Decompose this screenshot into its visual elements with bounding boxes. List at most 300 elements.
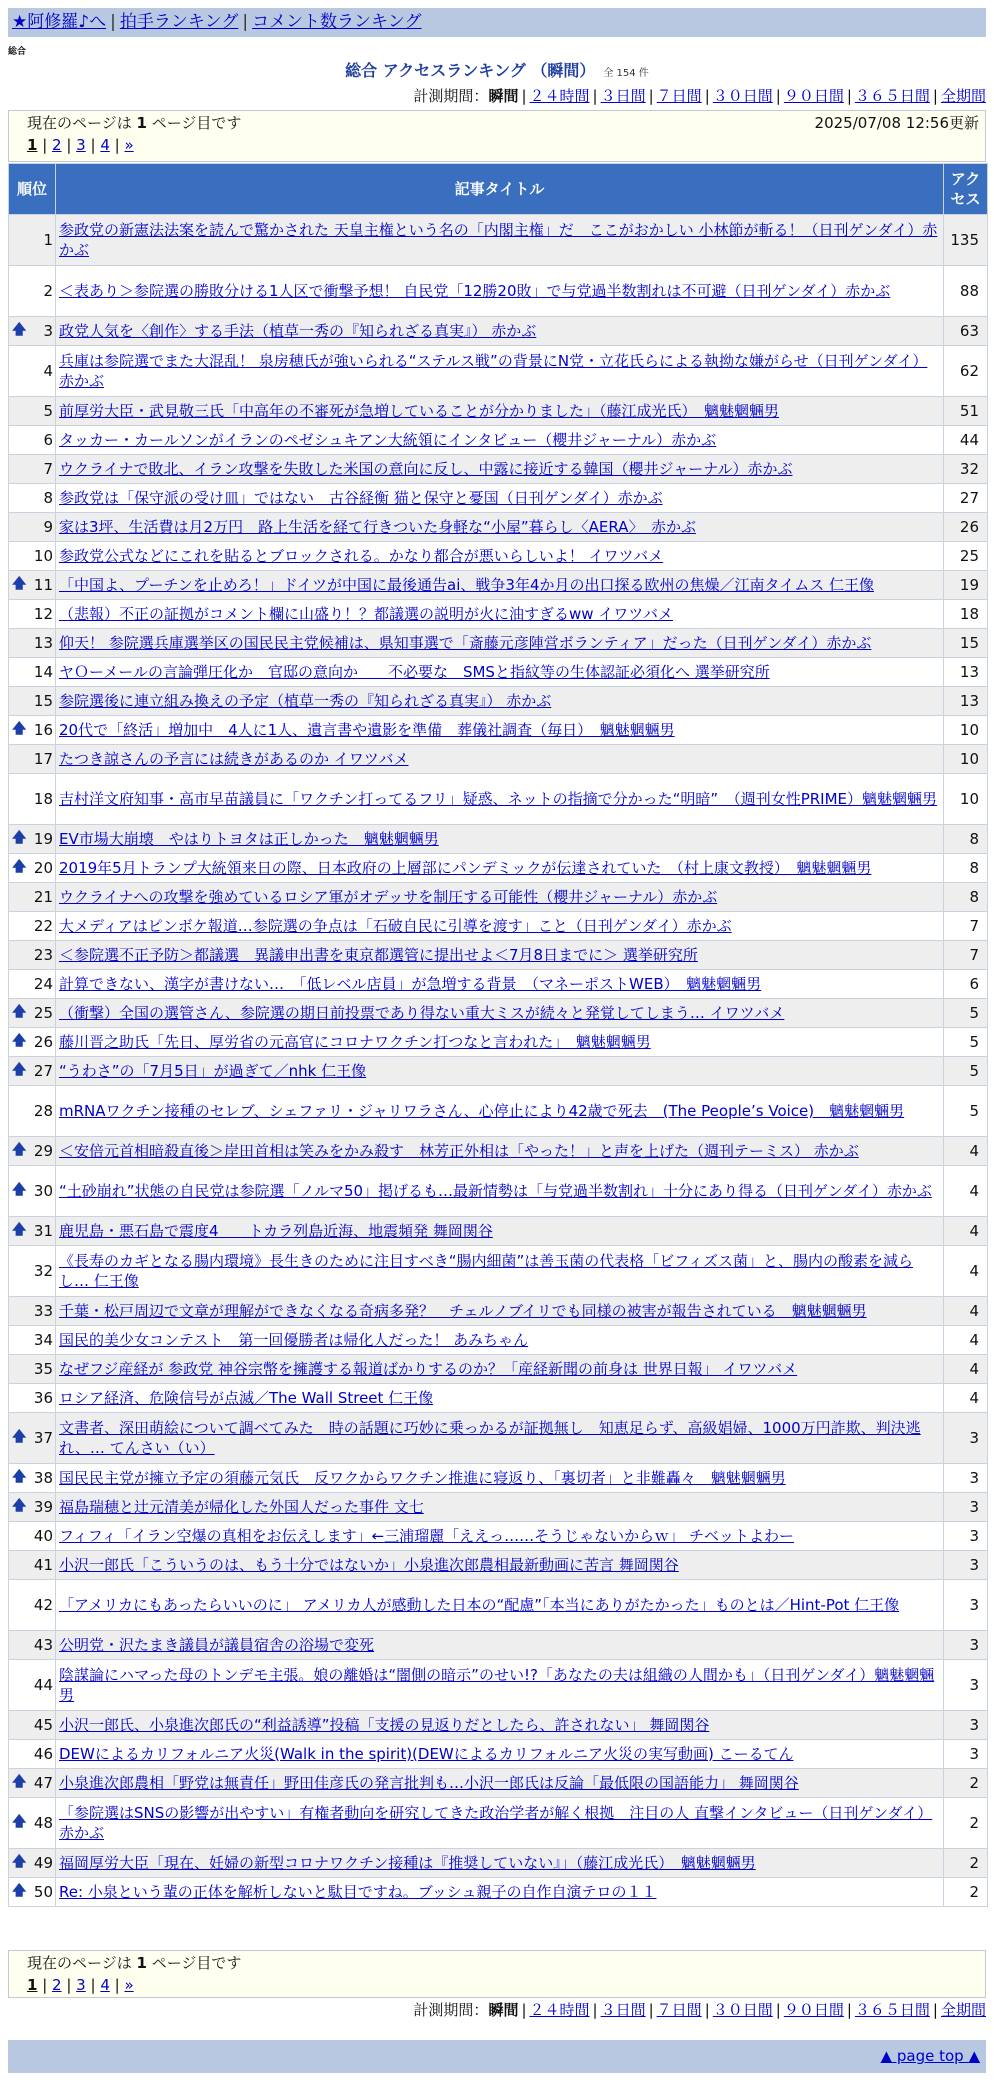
article-title-link[interactable]: 小泉進次郎農相「野党は無責任」野田佳彦氏の発言批判も…小沢一郎氏は反論「最低限の国語能力」 舞岡関谷 [59, 1773, 799, 1792]
article-title-link[interactable]: ウクライナで敗北、イラン攻撃を失敗した米国の意向に反し、中露に接近する韓国（櫻井ジャーナル）赤かぶ [59, 459, 793, 478]
article-title-link[interactable]: タッカー・カールソンがイランのペゼシュキアン大統領にインタビュー（櫻井ジャーナル）赤かぶ [59, 430, 717, 449]
rank-up-arrow-icon: 🡅 [12, 1061, 27, 1078]
rank-cell [9, 1849, 56, 1878]
access-count: 32 [944, 455, 988, 484]
rank-cell [9, 658, 56, 687]
rank-cell [9, 1297, 56, 1326]
pager-page-link[interactable]: 2 [52, 136, 62, 155]
rank-up-arrow-icon: 🡅 [12, 1468, 27, 1485]
article-title-link[interactable]: 政党人気を〈創作〉する手法（植草一秀の『知られざる真実』） 赤かぶ [59, 321, 537, 340]
table-row [9, 1493, 988, 1522]
period-option[interactable]: ３６５日間 [854, 2001, 930, 2019]
access-count: 2 [944, 1769, 988, 1798]
article-title-link[interactable]: 陰謀論にハマった母のトンデモ主張。娘の離婚は“闇側の暗示”のせい!?「あなたの夫は組織の人間かも」（日刊ゲンダイ）魑魅魍魎男 [59, 1665, 935, 1704]
table-row [9, 1326, 988, 1355]
period-option[interactable]: 全期間 [940, 87, 986, 105]
title-cell [56, 1631, 944, 1660]
period-option[interactable]: ２４時間 [529, 2001, 590, 2019]
title-cell [56, 883, 944, 912]
page-title: 総合 アクセスランキング （瞬間） [345, 61, 596, 80]
access-count: 3 [944, 1551, 988, 1580]
rank-number: 1 [43, 230, 53, 249]
table-row [9, 346, 988, 397]
access-count: 3 [944, 1464, 988, 1493]
rank-number: 15 [33, 691, 53, 710]
title-cell [56, 1878, 944, 1907]
table-row [9, 1631, 988, 1660]
table-row [9, 1580, 988, 1631]
table-row [9, 513, 988, 542]
article-title-link[interactable]: EV市場大崩壊 やはりトヨタは正しかった 魑魅魍魎男 [59, 829, 439, 848]
rank-number: 6 [43, 430, 53, 449]
page-status-prefix: 現在のページは [27, 1954, 132, 1972]
table-row [9, 658, 988, 687]
access-count: 5 [944, 1057, 988, 1086]
table-row [9, 1137, 988, 1166]
rank-cell [9, 1326, 56, 1355]
rank-cell [9, 1660, 56, 1711]
rank-cell [9, 1711, 56, 1740]
article-title-link[interactable]: 「アメリカにもあったらいいのに」 アメリカ人が感動した日本の“配慮”「本当にありがたかった」ものとは／Hint-Pot 仁王像 [59, 1595, 900, 1614]
rank-cell [9, 1086, 56, 1137]
period-separator: | [592, 87, 598, 105]
rank-number: 35 [33, 1359, 53, 1378]
pager-page-link[interactable]: 3 [76, 136, 86, 155]
period-separator: | [648, 2001, 654, 2019]
rank-up-arrow-icon: 🡅 [12, 1181, 27, 1198]
rank-cell [9, 629, 56, 658]
rank-number: 33 [33, 1301, 53, 1320]
period-option[interactable]: ３日間 [600, 2001, 646, 2019]
pager-separator: | [109, 1976, 125, 1995]
pager-page-link[interactable]: 2 [52, 1976, 62, 1995]
rank-number: 48 [33, 1813, 53, 1832]
bottom-bar [8, 2040, 986, 2073]
title-cell [56, 1217, 944, 1246]
rank-number: 32 [33, 1261, 53, 1280]
nav-link-applause-ranking[interactable]: 拍手ランキング [119, 12, 239, 32]
rank-number: 23 [33, 945, 53, 964]
table-row [9, 1798, 988, 1849]
article-title-link[interactable]: 参政党は「保守派の受け皿」ではない 古谷経衡 猫と保守と憂国（日刊ゲンダイ）赤かぶ [59, 488, 663, 507]
title-cell [56, 426, 944, 455]
pager-page-link[interactable]: » [124, 1976, 134, 1995]
access-count: 8 [944, 825, 988, 854]
rank-number: 13 [33, 633, 53, 652]
access-count: 3 [944, 1711, 988, 1740]
page-status-number: 1 [136, 1954, 147, 1972]
rank-cell [9, 571, 56, 600]
period-option[interactable]: ３０日間 [712, 2001, 773, 2019]
access-count: 26 [944, 513, 988, 542]
page-title-wrap [0, 60, 994, 82]
period-option[interactable]: ９０日間 [783, 2001, 844, 2019]
category-label: 総合 [8, 47, 27, 57]
access-count: 25 [944, 542, 988, 571]
title-cell [56, 1413, 944, 1464]
page-info-bottom [8, 1950, 986, 1998]
period-separator: | [846, 2001, 852, 2019]
article-title-link[interactable]: フィフィ「イラン空爆の真相をお伝えします」←三浦瑠麗「ええっ……そうじゃないからｗ」 チベットよわー [59, 1526, 794, 1545]
article-title-link[interactable]: （衝撃）全国の選管さん、参院選の期日前投票であり得ない重大ミスが続々と発覚してしまう… イワツバメ [59, 1003, 785, 1022]
rank-number: 25 [33, 1003, 53, 1022]
rank-cell [9, 1355, 56, 1384]
table-row [9, 1551, 988, 1580]
rank-cell [9, 1769, 56, 1798]
period-option[interactable]: ７日間 [656, 2001, 702, 2019]
rank-cell [9, 1798, 56, 1849]
pager-page-link[interactable]: 3 [76, 1976, 86, 1995]
table-row [9, 1217, 988, 1246]
table-row [9, 629, 988, 658]
article-title-link[interactable]: 参政党の新憲法法案を読んで驚かされた 天皇主権という名の「内閣主権」だ ここがおかしい 小林節が斬る！（日刊ゲンダイ）赤かぶ [59, 220, 938, 259]
access-count: 4 [944, 1137, 988, 1166]
article-title-link[interactable]: 兵庫は参院選でまた大混乱！ 泉房穂氏が強いられる“ステルス戦”の背景にN党・立花氏らによる執拗な嫌がらせ（日刊ゲンダイ）赤かぶ [59, 351, 928, 390]
title-cell [56, 1028, 944, 1057]
access-count: 3 [944, 1493, 988, 1522]
article-title-link[interactable]: Re: 小泉という輩の正体を解析しないと駄目ですね。ブッシュ親子の自作自演テロの１１ [59, 1882, 657, 1901]
title-cell [56, 1798, 944, 1849]
pager-page-link: 1 [27, 1976, 38, 1995]
title-cell [56, 1246, 944, 1297]
access-count: 5 [944, 1028, 988, 1057]
article-title-link[interactable]: 「中国よ、プーチンを止めろ！」ドイツが中国に最後通告ai、戦争3年4か月の出口探る欧州の焦燥／江南タイムス 仁王像 [59, 575, 874, 594]
rank-cell [9, 999, 56, 1028]
article-title-link[interactable]: ロシア経済、危険信号が点滅／The Wall Street 仁王像 [59, 1388, 434, 1407]
table-row [9, 1413, 988, 1464]
title-cell [56, 1086, 944, 1137]
rank-number: 18 [33, 789, 53, 808]
article-title-link[interactable]: 参院選後に連立組み換えの予定（植草一秀の『知られざる真実』） 赤かぶ [59, 691, 552, 710]
title-cell [56, 854, 944, 883]
table-row [9, 1711, 988, 1740]
period-separator: | [932, 2001, 938, 2019]
article-title-link[interactable]: “土砂崩れ”状態の自民党は参院選「ノルマ50」掲げるも…最新情勢は「与党過半数割れ」十分にあり得る（日刊ゲンダイ）赤かぶ [59, 1181, 932, 1200]
article-title-link[interactable]: ＜安倍元首相暗殺直後＞岸田首相は笑みをかみ殺す 林芳正外相は「やった！」と声を上げた（週刊テーミス） 赤かぶ [59, 1141, 859, 1160]
table-row [9, 999, 988, 1028]
period-separator: | [592, 2001, 598, 2019]
table-row [9, 1297, 988, 1326]
article-title-link[interactable]: 福岡厚労大臣「現在、妊婦の新型コロナワクチン接種は『推奨していない』」（藤江成光氏） 魑魅魍魎男 [59, 1853, 756, 1872]
rank-number: 22 [33, 916, 53, 935]
header-title: 記事タイトル [56, 164, 944, 215]
pager-page-link[interactable]: 4 [100, 136, 110, 155]
rank-number: 28 [33, 1101, 53, 1120]
article-title-link[interactable]: 小沢一郎氏「こういうのは、もう十分ではないか」小泉進次郎農相最新動画に苦言 舞岡関谷 [59, 1555, 679, 1574]
title-cell [56, 745, 944, 774]
access-count: 13 [944, 658, 988, 687]
article-title-link[interactable]: 参政党公式などにこれを貼るとブロックされる。かなり都合が悪いらしいよ！ イワツバメ [59, 546, 664, 565]
article-title-link[interactable]: DEWによるカリフォルニア火災(Walk in the spirit)(DEWによるカリフォルニア火災の実写動画) こーるてん [59, 1744, 794, 1763]
access-count: 3 [944, 1522, 988, 1551]
rank-cell [9, 1580, 56, 1631]
article-title-link[interactable]: 仰天！ 参院選兵庫選挙区の国民民主党候補は、県知事選で「斎藤元彦陣営ボランティア」だった（日刊ゲンダイ）赤かぶ [59, 633, 872, 652]
pager-bottom [27, 1975, 967, 1995]
rank-cell [9, 484, 56, 513]
table-row [9, 716, 988, 745]
article-title-link[interactable]: mRNAワクチン接種のセレブ、シェファリ・ジャリワラさん、心停止により42歳で死去 (The People’s Voice) 魑魅魍魎男 [59, 1101, 905, 1120]
rank-up-arrow-icon: 🡅 [12, 1221, 27, 1238]
table-row [9, 854, 988, 883]
access-count: 4 [944, 1297, 988, 1326]
rank-up-arrow-icon: 🡅 [12, 575, 27, 592]
pager-separator: | [85, 1976, 101, 1995]
access-count: 18 [944, 600, 988, 629]
period-option[interactable]: ９０日間 [783, 87, 844, 105]
access-count: 3 [944, 1580, 988, 1631]
rank-cell [9, 883, 56, 912]
rank-number: 9 [43, 517, 53, 536]
rank-up-arrow-icon: 🡅 [12, 829, 27, 846]
pager-page-link[interactable]: 4 [100, 1976, 110, 1995]
rank-cell [9, 215, 56, 266]
rank-cell [9, 542, 56, 571]
period-separator: | [704, 2001, 710, 2019]
page-status-prefix: 現在のページは [27, 114, 132, 132]
article-title-link[interactable]: ヤＯーメールの言論弾圧化か 官邸の意向か 不必要な SMSと指紋等の生体認証必須化へ 選挙研究所 [59, 662, 770, 681]
rank-cell [9, 1551, 56, 1580]
page-info-top [8, 110, 986, 162]
title-cell [56, 600, 944, 629]
pager-separator: | [61, 136, 77, 155]
rank-number: 21 [33, 887, 53, 906]
article-title-link[interactable]: 国民的美少女コンテスト 第一回優勝者は帰化人だった！ あみちゃん [59, 1330, 529, 1349]
page-status [27, 1953, 967, 1973]
rank-number: 19 [33, 829, 53, 848]
title-cell [56, 1580, 944, 1631]
article-title-link[interactable]: ＜参院選不正予防＞都議選 異議申出書を東京都選管に提出せよ＜7月8日までに＞ 選挙研究所 [59, 945, 698, 964]
title-cell [56, 1464, 944, 1493]
title-cell [56, 970, 944, 999]
rank-up-arrow-icon: 🡅 [12, 1428, 27, 1445]
total-count: 全 154 件 [603, 68, 649, 79]
page-status-suffix: ページ目です [151, 1954, 242, 1972]
title-cell [56, 397, 944, 426]
table-row [9, 883, 988, 912]
period-label: 計測期間： [413, 2001, 489, 2019]
pager-page-link[interactable]: » [124, 136, 134, 155]
period-option[interactable]: ３日間 [600, 87, 646, 105]
period-selector-top [413, 86, 986, 106]
pager-separator: | [85, 136, 101, 155]
title-cell [56, 215, 944, 266]
table-row [9, 1849, 988, 1878]
rank-number: 20 [33, 858, 53, 877]
article-title-link[interactable]: 鹿児島・悪石島で震度4 トカラ列島近海、地震頻発 舞岡関谷 [59, 1221, 493, 1240]
access-count: 44 [944, 426, 988, 455]
rank-cell [9, 854, 56, 883]
rank-number: 2 [43, 281, 53, 300]
title-cell [56, 1740, 944, 1769]
period-separator: | [648, 87, 654, 105]
rank-cell [9, 426, 56, 455]
rank-up-arrow-icon: 🡅 [12, 1003, 27, 1020]
table-row [9, 317, 988, 346]
rank-cell [9, 1384, 56, 1413]
access-count: 4 [944, 1326, 988, 1355]
rank-number: 17 [33, 749, 53, 768]
page-status-suffix: ページ目です [151, 114, 242, 132]
rank-number: 44 [33, 1675, 53, 1694]
rank-cell [9, 1137, 56, 1166]
access-count: 5 [944, 999, 988, 1028]
title-cell [56, 317, 944, 346]
access-count: 2 [944, 1798, 988, 1849]
access-count: 10 [944, 774, 988, 825]
table-row [9, 266, 988, 317]
period-option[interactable]: ２４時間 [529, 87, 590, 105]
article-title-link[interactable]: 吉村洋文府知事・高市早苗議員に「ワクチン打ってるフリ」疑惑、ネットの指摘で分かった“明暗” （週刊女性PRIME）魑魅魍魎男 [59, 789, 938, 808]
rank-up-arrow-icon: 🡅 [12, 1813, 27, 1830]
rank-number: 41 [33, 1555, 53, 1574]
title-cell [56, 455, 944, 484]
rank-number: 47 [33, 1773, 53, 1792]
article-title-link[interactable]: ウクライナへの攻撃を強めているロシア軍がオデッサを制圧する可能性（櫻井ジャーナル）赤かぶ [59, 887, 718, 906]
rank-up-arrow-icon: 🡅 [12, 1853, 27, 1870]
rank-up-arrow-icon: 🡅 [12, 1141, 27, 1158]
rank-cell [9, 397, 56, 426]
period-option[interactable]: ３０日間 [712, 87, 773, 105]
top-nav-bar [8, 8, 986, 37]
access-count: 4 [944, 1166, 988, 1217]
rank-number: 14 [33, 662, 53, 681]
table-row [9, 426, 988, 455]
period-separator: | [775, 2001, 781, 2019]
period-option[interactable]: ３６５日間 [854, 87, 930, 105]
rank-number: 31 [33, 1221, 53, 1240]
title-cell [56, 1137, 944, 1166]
access-count: 3 [944, 1660, 988, 1711]
title-cell [56, 571, 944, 600]
access-count: 62 [944, 346, 988, 397]
rank-cell [9, 1493, 56, 1522]
access-count: 4 [944, 1217, 988, 1246]
article-title-link[interactable]: 国民民主党が擁立予定の須藤元気氏 反ワクからワクチン推進に寝返り、「裏切者」と非難轟々 魑魅魍魎男 [59, 1468, 786, 1487]
table-row [9, 912, 988, 941]
pager-separator: | [37, 136, 53, 155]
rank-cell [9, 1413, 56, 1464]
article-title-link[interactable]: 前厚労大臣・武見敬三氏「中高年の不審死が急増していることが分かりました」（藤江成光氏） 魑魅魍魎男 [59, 401, 780, 420]
rank-number: 45 [33, 1715, 53, 1734]
title-cell [56, 1355, 944, 1384]
article-title-link[interactable]: 2019年5月トランプ大統領来日の際、日本政府の上層部にパンデミックが伝達されていた （村上康文教授） 魑魅魍魎男 [59, 858, 872, 877]
pager-separator: | [61, 1976, 77, 1995]
table-row [9, 1246, 988, 1297]
rank-number: 36 [33, 1388, 53, 1407]
title-cell [56, 1551, 944, 1580]
title-cell [56, 774, 944, 825]
access-count: 3 [944, 1631, 988, 1660]
rank-up-arrow-icon: 🡅 [12, 858, 27, 875]
access-count: 19 [944, 571, 988, 600]
article-title-link[interactable]: 福島瑞穂と辻元清美が帰化した外国人だった事件 文七 [59, 1497, 424, 1516]
access-count: 4 [944, 1384, 988, 1413]
table-row [9, 542, 988, 571]
rank-cell [9, 745, 56, 774]
title-cell [56, 716, 944, 745]
article-title-link[interactable]: たつき諒さんの予言には続きがあるのか イワツバメ [59, 749, 409, 768]
article-title-link[interactable]: 千葉・松戸周辺で文章が理解ができなくなる奇病多発？ チェルノブイリでも同様の被害が報告されている 魑魅魍魎男 [59, 1301, 867, 1320]
article-title-link[interactable]: ＜表あり＞参院選の勝敗分ける1人区で衝撃予想！ 自民党「12勝20敗」で与党過半数割れは不可避（日刊ゲンダイ）赤かぶ [59, 281, 891, 300]
rank-up-arrow-icon: 🡅 [12, 1882, 27, 1899]
updated-timestamp: 2025/07/08 12:56更新 [814, 114, 979, 132]
article-title-link[interactable]: 文書者、深田萌絵について調べてみた 時の話題に巧妙に乗っかるが証拠無し 知恵足らず、高級娼婦、1000万円詐欺、判決逃れ、… てんさい（い） [59, 1418, 921, 1457]
access-count: 135 [944, 215, 988, 266]
period-separator: | [932, 87, 938, 105]
article-title-link[interactable]: なぜフジ産経が 参政党 神谷宗幣を擁護する報道ばかりするのか？「産経新聞の前身は 世界日報」 イワツバメ [59, 1359, 798, 1378]
article-title-link[interactable]: 公明党・沢たまき議員が議員宿舎の浴場で変死 [59, 1635, 375, 1654]
article-title-link[interactable]: 計算できない、漢字が書けない… 「低レベル店員」が急増する背景 （マネーポストWEB） 魑魅魍魎男 [59, 974, 762, 993]
access-count: 7 [944, 912, 988, 941]
access-count: 13 [944, 687, 988, 716]
rank-number: 16 [33, 720, 53, 739]
period-separator: | [704, 87, 710, 105]
article-title-link[interactable]: （悲報）不正の証拠がコメント欄に山盛り！？都議選の説明が火に油すぎるww イワツバメ [59, 604, 674, 623]
article-title-link[interactable]: 小沢一郎氏、小泉進次郎氏の“利益誘導”投稿「支援の見返りだとしたら、許されない」 舞岡関谷 [59, 1715, 710, 1734]
rank-number: 42 [33, 1595, 53, 1614]
table-row [9, 941, 988, 970]
title-cell [56, 912, 944, 941]
rank-number: 3 [43, 321, 53, 340]
page-top-link[interactable]: ▲ page top ▲ [880, 2047, 980, 2065]
title-cell [56, 629, 944, 658]
nav-link-comment-ranking[interactable]: コメント数ランキング [252, 12, 422, 32]
rank-number: 38 [33, 1468, 53, 1487]
article-title-link[interactable]: 「参院選はSNSの影響が出やすい」有権者動向を研究してきた政治学者が解く根拠 注目の人 直撃インタビュー（日刊ゲンダイ）赤かぶ [59, 1803, 933, 1842]
table-row [9, 1769, 988, 1798]
rank-cell [9, 1246, 56, 1297]
table-row [9, 774, 988, 825]
rank-cell [9, 825, 56, 854]
pager-page-link: 1 [27, 136, 38, 155]
rank-number: 40 [33, 1526, 53, 1545]
table-row [9, 1878, 988, 1907]
rank-number: 12 [33, 604, 53, 623]
article-title-link[interactable]: 家は3坪、生活費は月2万円 路上生活を経て行きついた身軽な“小屋”暮らし〈AERA〉 赤かぶ [59, 517, 696, 536]
rank-number: 27 [33, 1061, 53, 1080]
pager-top [27, 135, 967, 155]
table-row [9, 1522, 988, 1551]
article-title-link[interactable]: 藤川晋之助氏「先日、厚労省の元高官にコロナワクチン打つなと言われた」 魑魅魍魎男 [59, 1032, 651, 1051]
title-cell [56, 1384, 944, 1413]
access-count: 4 [944, 1355, 988, 1384]
article-title-link[interactable]: 大メディアはピンボケ報道…参院選の争点は「石破自民に引導を渡す」こと（日刊ゲンダイ）赤かぶ [59, 916, 732, 935]
title-cell [56, 1522, 944, 1551]
access-count: 3 [944, 1413, 988, 1464]
rank-cell [9, 941, 56, 970]
rank-number: 34 [33, 1330, 53, 1349]
article-title-link[interactable]: 《長寿のカギとなる腸内環境》長生きのために注目すべき“腸内細菌”は善玉菌の代表格「ビフィズス菌」と、腸内の酸素を減らし… 仁王像 [59, 1251, 914, 1290]
article-title-link[interactable]: “うわさ”の「7月5日」が過ぎて／nhk 仁王像 [59, 1061, 367, 1080]
rank-number: 26 [33, 1032, 53, 1051]
table-row [9, 215, 988, 266]
table-row [9, 825, 988, 854]
table-row [9, 1166, 988, 1217]
period-option[interactable]: 全期間 [940, 2001, 986, 2019]
period-separator: | [775, 87, 781, 105]
rank-cell [9, 912, 56, 941]
rank-up-arrow-icon: 🡅 [12, 720, 27, 737]
nav-link-asyura[interactable]: ★阿修羅♪へ [12, 12, 107, 32]
access-count: 51 [944, 397, 988, 426]
title-cell [56, 687, 944, 716]
rank-up-arrow-icon: 🡅 [12, 1032, 27, 1049]
rank-cell [9, 716, 56, 745]
period-option[interactable]: ７日間 [656, 87, 702, 105]
table-row [9, 571, 988, 600]
article-title-link[interactable]: 20代で「終活」増加中 4人に1人、遺言書や遺影を準備 葬儀社調査（毎日） 魑魅魍魎男 [59, 720, 675, 739]
table-row [9, 745, 988, 774]
